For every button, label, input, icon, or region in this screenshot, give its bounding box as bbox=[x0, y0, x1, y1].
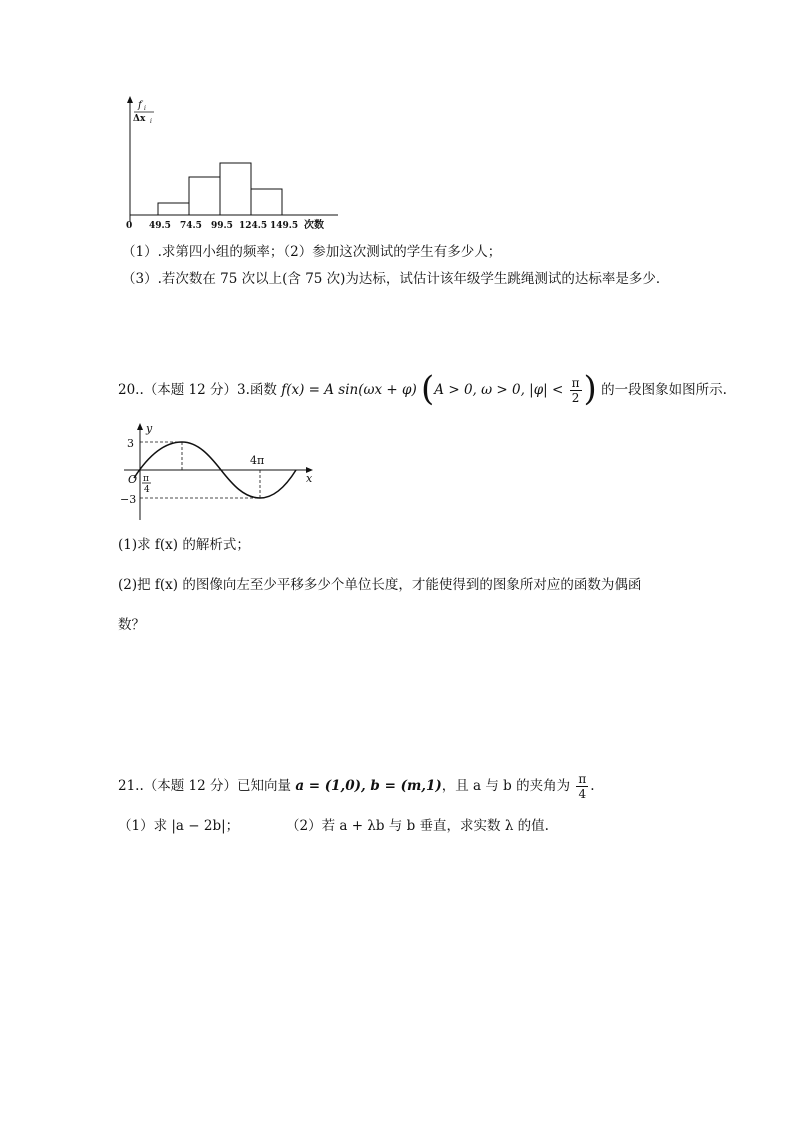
histogram-bar-2 bbox=[189, 177, 220, 215]
histogram-figure bbox=[118, 94, 348, 234]
histogram-ylabel-bottom-sub: i bbox=[150, 118, 152, 125]
graph-y-min-label: −3 bbox=[120, 493, 137, 506]
histogram-bar-4 bbox=[251, 189, 282, 215]
histogram-bar-3 bbox=[220, 163, 251, 215]
histogram-ylabel-bottom: Δx bbox=[133, 114, 146, 124]
graph-x-mark-4pi: 4π bbox=[250, 454, 265, 467]
graph-y-arrow bbox=[137, 423, 143, 430]
q20-part-2-cont: 数？ bbox=[118, 617, 145, 633]
graph-origin-label: O bbox=[128, 473, 138, 486]
q19-line-2: （3）.若次数在 75 次以上(含 75 次)为达标，试估计该年级学生跳绳测试的达标率是多少． bbox=[122, 271, 670, 287]
q20-pi-over-2 bbox=[570, 377, 582, 404]
q21-frac-den: 4 bbox=[578, 787, 587, 801]
q21-part-2: （2）若 a + λb 与 b 垂直，求实数 λ 的值. bbox=[286, 818, 549, 834]
histogram-tick-label: 124.5 bbox=[239, 221, 268, 231]
q20-function: f(x) = A sin(ωx + φ) bbox=[281, 382, 417, 398]
q20-part-2: (2)把 f(x) 的图像向左至少平移多少个单位长度，才能使得到的图象所对应的函数为偶函 bbox=[118, 577, 642, 593]
histogram-y-arrow bbox=[127, 96, 133, 103]
graph-y-label: y bbox=[146, 422, 153, 435]
q20-sine-graph bbox=[118, 420, 318, 524]
histogram-bar-1 bbox=[158, 203, 189, 215]
graph-y-max-label: 3 bbox=[127, 437, 134, 450]
q20-suffix: 的一段图象如图所示. bbox=[601, 382, 727, 398]
q21-pi-over-4 bbox=[576, 773, 588, 800]
q21-header bbox=[118, 770, 595, 802]
q19-line-1: （1）.求第四小组的频率；（2）参加这次测试的学生有多少人； bbox=[122, 244, 502, 260]
histogram-tick-label: 99.5 bbox=[211, 221, 233, 231]
graph-x-mark-den: 4 bbox=[144, 485, 150, 495]
histogram-tick-label: 149.5 bbox=[270, 221, 299, 231]
q20-paren-close: ) bbox=[583, 368, 597, 409]
q20-header bbox=[118, 370, 727, 410]
q20-frac-den: 2 bbox=[571, 391, 580, 405]
q20-part-1: (1)求 f(x) 的解析式； bbox=[118, 537, 250, 553]
histogram-ylabel-top: f bbox=[138, 100, 142, 111]
histogram-tick-label: 74.5 bbox=[180, 221, 202, 231]
q21-middle: ，且 a 与 b 的夹角为 bbox=[441, 778, 571, 794]
q21-vectors: a = (1,0), b = (m,1) bbox=[295, 778, 442, 794]
q21-prefix: 21..（本题 12 分）已知向量 bbox=[118, 778, 296, 794]
q20-conditions: A > 0, ω > 0, |φ| < bbox=[434, 382, 564, 398]
q21-part-1: （1）求 |a − 2b|； bbox=[118, 818, 240, 834]
q21-end: . bbox=[590, 778, 595, 794]
graph-x-mark-num: π bbox=[143, 474, 149, 484]
histogram-origin: 0 bbox=[126, 221, 133, 231]
histogram-x-axis-label: 次数 bbox=[304, 220, 324, 231]
histogram-tick-label: 49.5 bbox=[149, 221, 171, 231]
q20-prefix: 20..（本题 12 分）3.函数 bbox=[118, 382, 282, 398]
graph-x-label: x bbox=[306, 472, 313, 485]
histogram-ylabel-top-sub: i bbox=[144, 105, 146, 112]
q21-frac-num: π bbox=[578, 772, 587, 786]
q20-frac-num: π bbox=[571, 376, 580, 390]
q20-paren-open: ( bbox=[421, 368, 435, 409]
